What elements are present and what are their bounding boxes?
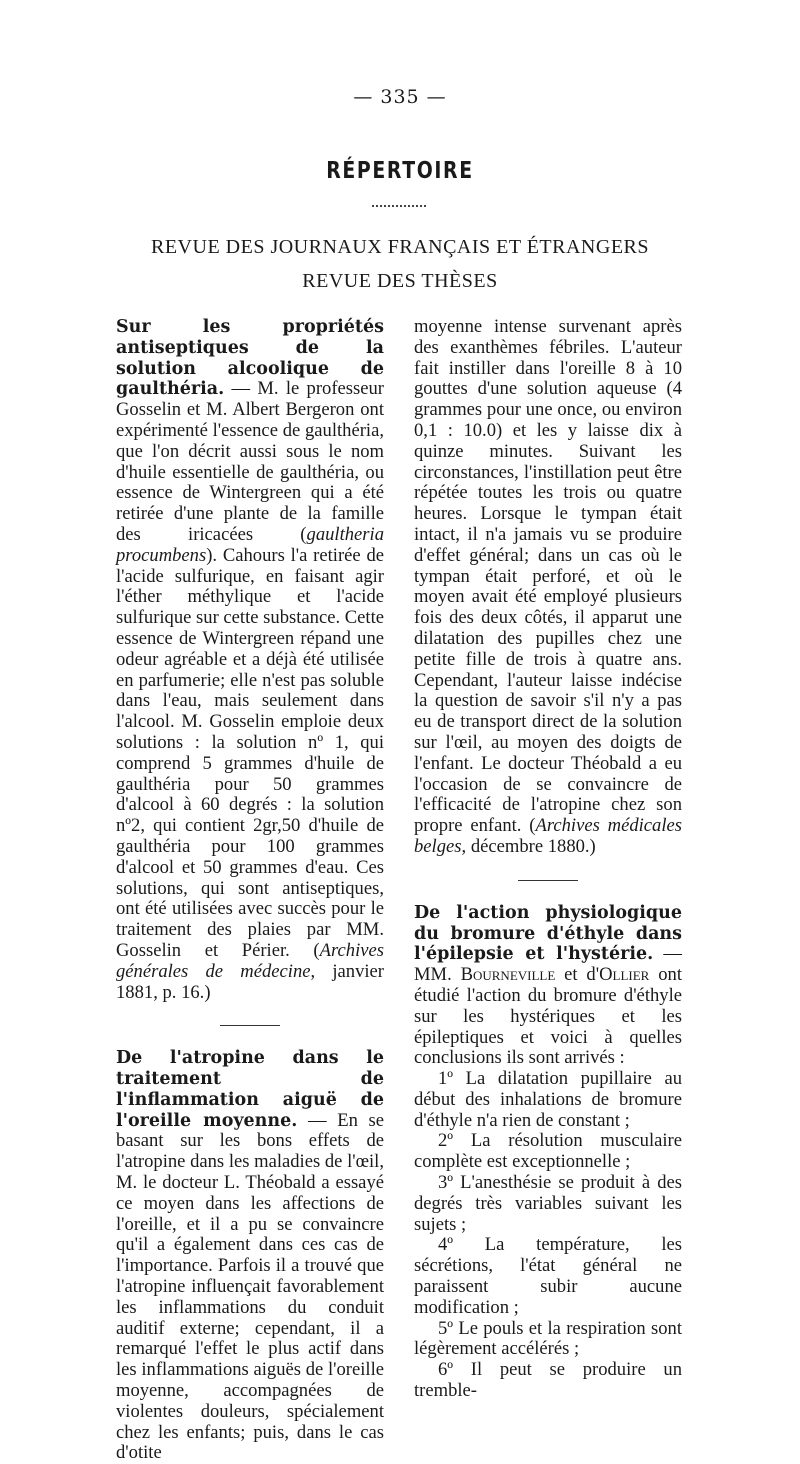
article-text: moyenne intense survenant après des exanthèmes fébriles. L'auteur fait instiller dans l'oreille 8 à 10 gouttes d'une solution aqueuse (4 grammes pour une once, ou environ 0,1 : 10.0) et les y laisse dix à quinze minutes. Suivant les circonstances, l'instillation peut être répétée toutes les trois ou quatre heures. Lorsque le tympan était intact, il n'a jamais vu se produire d'effet général; dans un cas où le tympan était perforé, et où le moyen avait été employé plusieurs fois des deux côtés, il apparut une dilatation des pupilles chez une petite fille de trois à quatre ans. Cependant, l'auteur laisse indécise la question de savoir s'il n'y a pas eu de transport direct de la solution sur l'œil, au moyen des doigts de l'enfant. Le docteur Théobald a eu l'occasion de se convaincre de l'efficacité de l'atropine chez son propre enfant. (: [414, 316, 682, 837]
article-text: — En se basant sur les bons effets de l'atropine dans les maladies de l'œil, M. le docteur L. Théobald a essayé ce moyen dans les affections de l'oreille, et il a pu se convaincre qu'il a également dans ces cas de l'importance. Parfois il a trouvé que l'atropine influençait favorablement les inflammations du conduit auditif externe; cependant, il a remarqué l'effet le plus actif dans les inflammations aiguës de l'oreille moyenne, accompagnées de violentes douleurs, spécialement chez les enfants; puis, dans le cas d'otite: [116, 1109, 384, 1464]
divider-rule: [518, 880, 578, 881]
author-name: Ollier: [599, 964, 650, 986]
conclusion-item: 1º La dilatation pupillaire au début des inhalations de bromure d'éthyle n'a rien de constant ;: [414, 1068, 682, 1131]
left-column: [116, 317, 384, 1464]
species-name: gaultheria procumbens: [116, 523, 384, 566]
source-citation: Archives générales de médecine: [116, 939, 384, 982]
source-citation: Archives médicales belges: [414, 815, 682, 857]
heading-theses: REVUE DES THÈSES: [302, 270, 498, 292]
divider-rule: [220, 1025, 280, 1026]
conclusion-item: 5º Le pouls et la respiration sont légèrement accélérés ;: [414, 1317, 682, 1360]
dotted-divider: [372, 205, 426, 207]
right-column: [414, 317, 682, 1402]
article-title: De l'atropine dans le traitement de l'inflammation aiguë de l'oreille moyenne.: [116, 1048, 384, 1131]
conclusion-item: 2º La résolution musculaire complète est exceptionnelle ;: [414, 1130, 682, 1173]
conclusion-item: 4º La température, les sécrétions, l'état général ne paraissent subir aucune modification ;: [414, 1234, 682, 1318]
article-antiseptic-gaultheria: [116, 317, 384, 1003]
article-bromure-ethyle: [414, 903, 682, 1069]
article-text: — MM.: [414, 943, 682, 986]
article-atropine-continued: [414, 317, 682, 858]
article-text: ont étudié l'action du bromure d'éthyle sur les hystériques et les épileptiques et voici à quelles conclusions ils sont arrivés :: [414, 964, 682, 1069]
article-title: De l'action physiologique du bromure d'éthyle dans l'épilepsie et l'hystérie.: [414, 902, 682, 965]
article-text: ). Cahours l'a retirée de l'acide sulfurique, en faisant agir l'éther méthylique et l'acide sulfurique sur cette substance. Cette essence de Wintergreen répand une odeur agréable et a déjà été utilisée en parfumerie; elle n'est pas soluble dans l'eau, mais seulement dans l'alcool. M. Gosselin emploie deux solutions : la solution nº 1, qui comprend 5 grammes d'huile de gaulthéria pour 50 grammes d'alcool à 60 degrés : la solution nº2, qui contient 2gr,50 d'huile de gaulthéria pour 100 grammes d'alcool et 50 grammes d'eau. Ces solutions, qui sont antiseptiques, ont été utilisées avec succès pour le traitement des plaies par MM. Gosselin et Périer. (: [116, 544, 384, 961]
author-name: Bourneville: [460, 964, 556, 986]
conclusion-item: 6º Il peut se produire un tremble-: [414, 1359, 682, 1402]
heading-journals: REVUE DES JOURNAUX FRANÇAIS ET ÉTRANGERS: [151, 236, 649, 258]
article-text: — M. le professeur Gosselin et M. Albert Bergeron ont expérimenté l'essence de gaulthéria, que l'on décrit aussi sous le nom d'huile essentielle de gaulthéria, ou essence de Wintergreen qui a été retirée d'une plante de la famille des iricacées (: [116, 378, 384, 545]
article-atropine: [116, 1048, 384, 1464]
article-title: Sur les propriétés antiseptiques de la solution alcoolique de gaulthéria.: [116, 317, 384, 400]
conclusion-item: 3º L'anesthésie se produit à des degrés très variables suivant les sujets ;: [414, 1172, 682, 1235]
page-number: — 335 —: [353, 86, 447, 108]
section-title: RÉPERTOIRE: [326, 158, 474, 184]
article-text: , décembre 1880.): [461, 835, 596, 857]
article-text: et d': [555, 964, 600, 986]
article-text: , janvier 1881, p. 16.): [116, 960, 384, 1003]
